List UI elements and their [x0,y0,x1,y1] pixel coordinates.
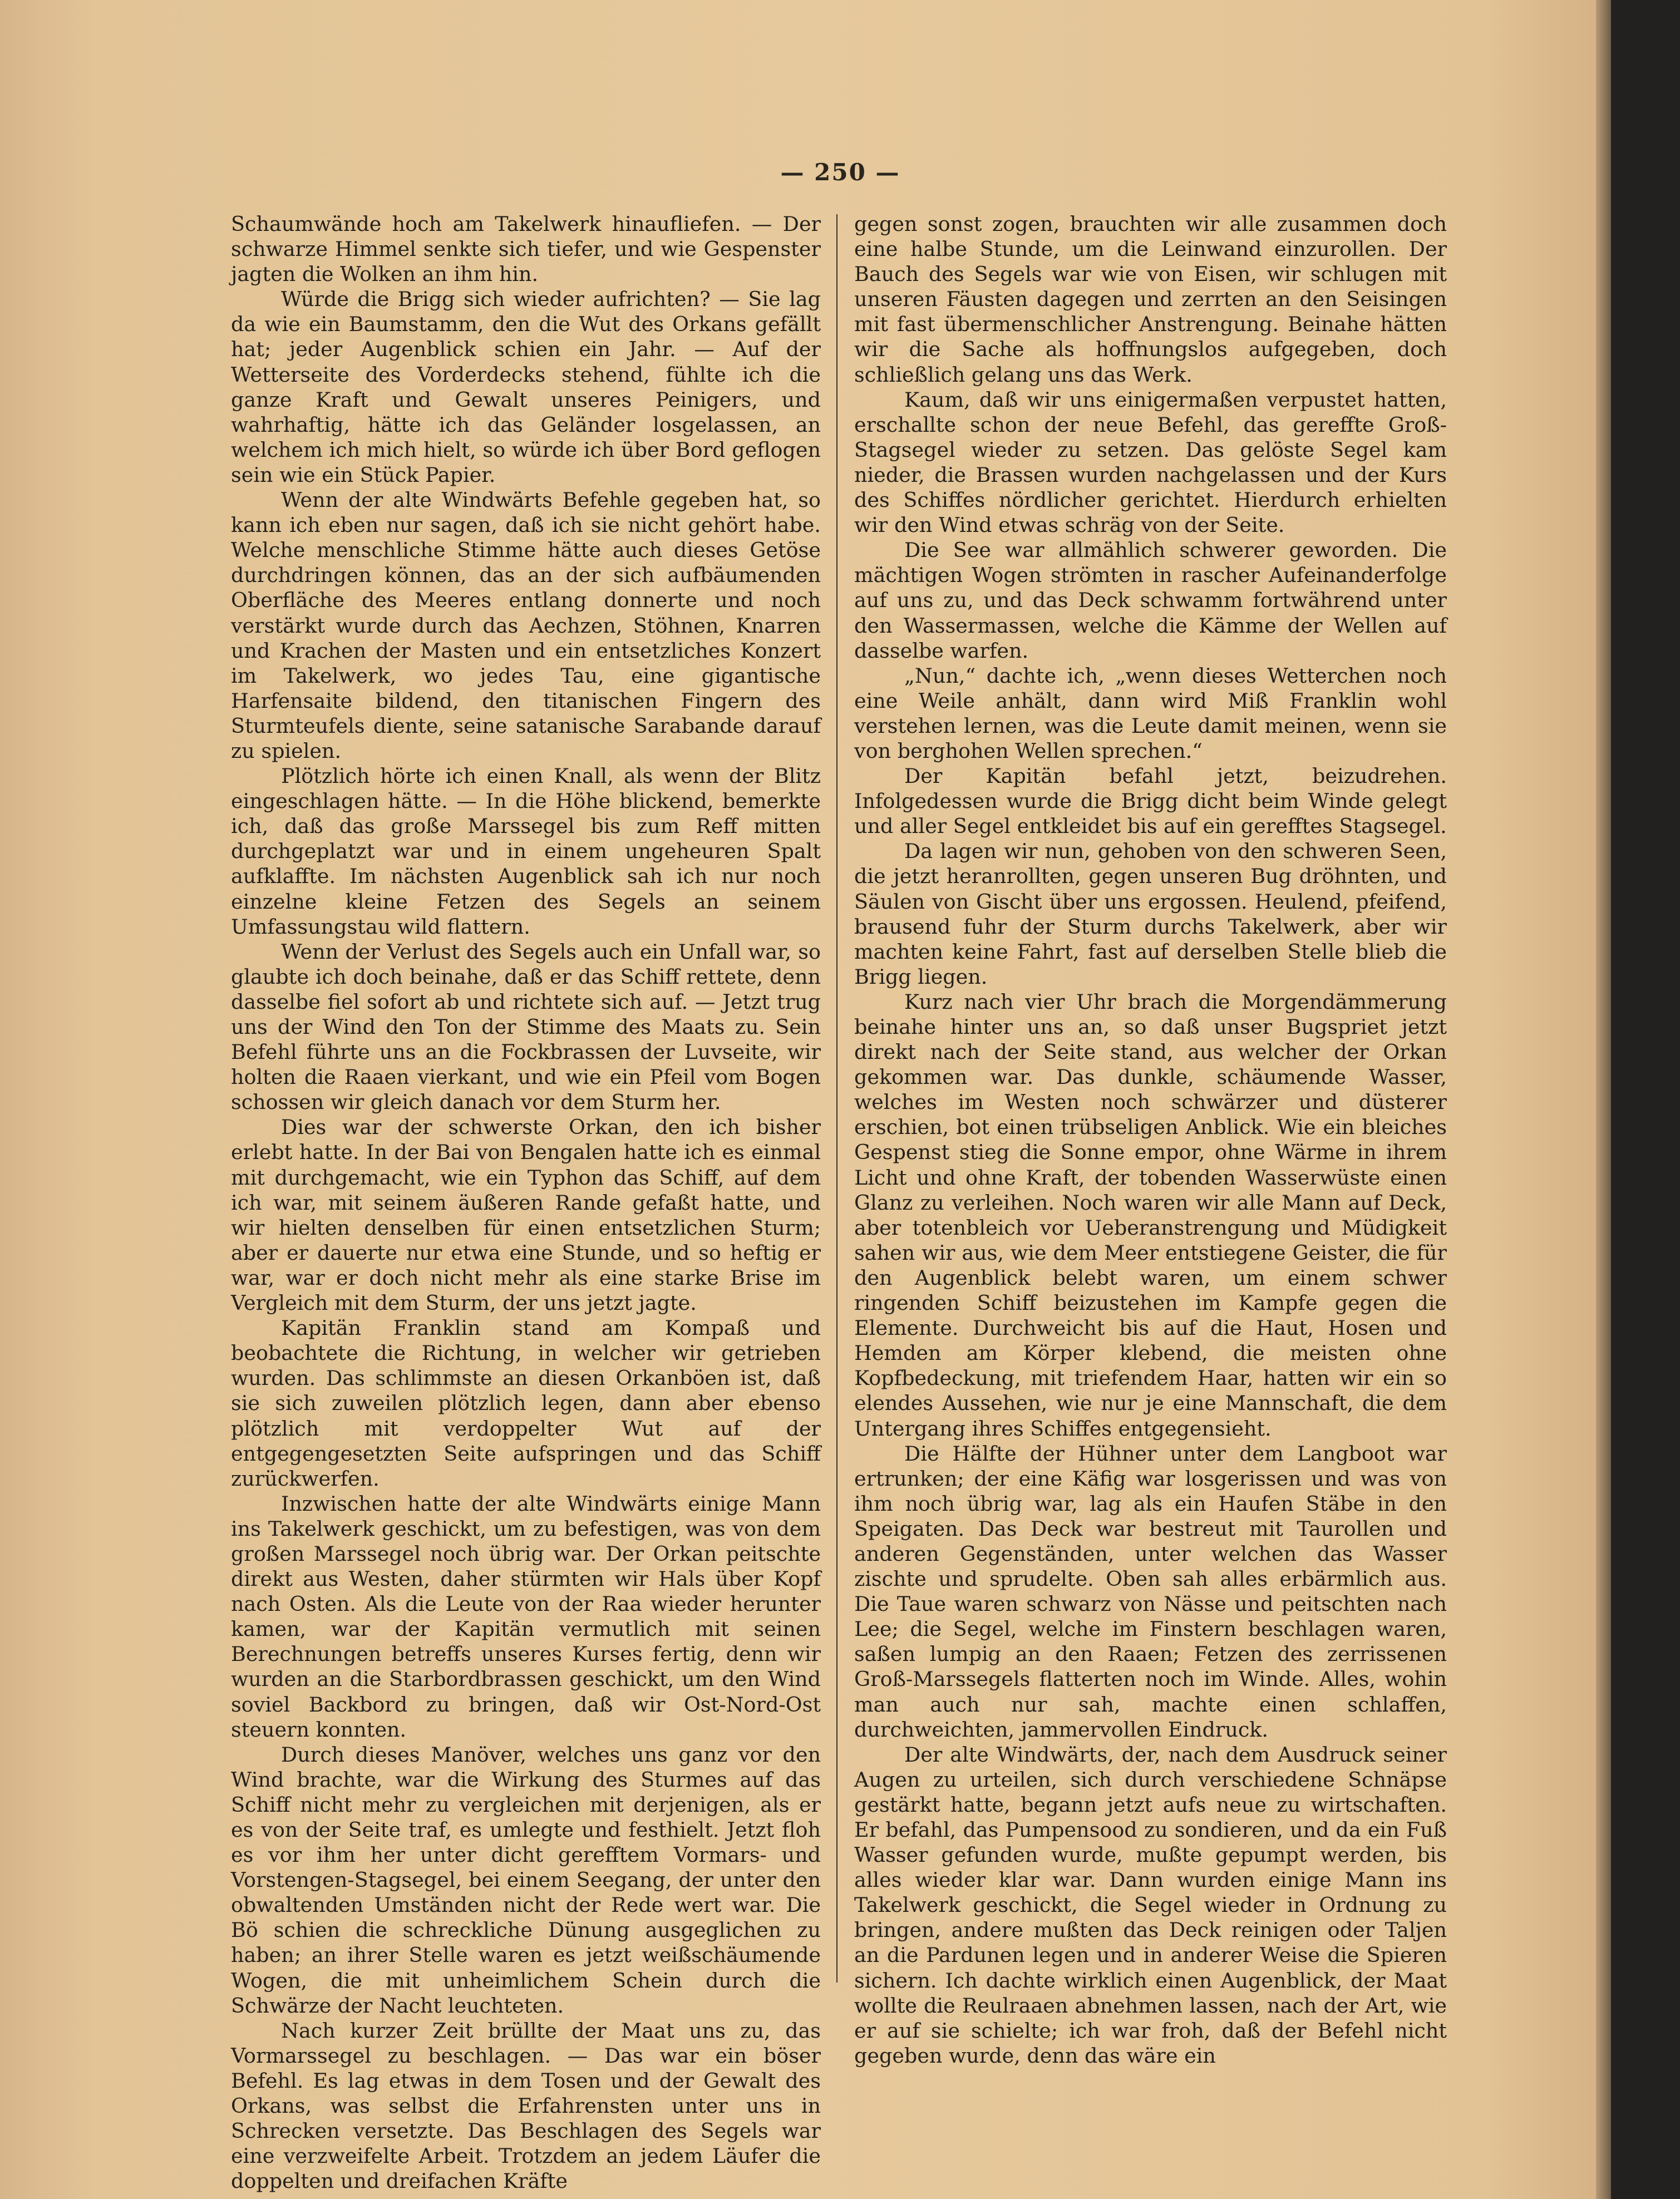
paragraph: Da lagen wir nun, gehoben von den schweren Seen, die jetzt heranrollten, gegen unseren Bug dröhnten, und Säulen von Gischt über uns ergossen. Heulend, pfeifend, brausend fuhr der Sturm durchs Takelwerk, aber wir machten keine Fahrt, fast auf derselben Stelle blieb die Brigg liegen. [854,839,1447,989]
paragraph: Nach kurzer Zeit brüllte der Maat uns zu, das Vormarssegel zu beschlagen. — Das war ein böser Befehl. Es lag etwas in dem Tosen und der Gewalt des Orkans, was selbst die Erfahrensten unter uns in Schrecken versetzte. Das Beschlagen des Segels war eine verzweifelte Arbeit. Trotzdem an jedem Läufer die doppelten und dreifachen Kräfte [231,2018,821,2193]
paragraph: Kapitän Franklin stand am Kompaß und beobachtete die Richtung, in welcher wir getrieben wurden. Das schlimmste an diesen Orkanböen ist, daß sie sich zuweilen plötzlich legen, dann aber ebenso plötzlich mit verdoppelter Wut auf der entgegengesetzten Seite aufspringen und das Schiff zurückwerfen. [231,1316,821,1491]
paragraph: Schaumwände hoch am Takelwerk hinaufliefen. — Der schwarze Himmel senkte sich tiefer, und wie Gespenster jagten die Wolken an ihm hin. [231,212,821,287]
right-text-column [854,211,1447,2068]
paragraph: Wenn der alte Windwärts Befehle gegeben hat, so kann ich eben nur sagen, daß ich sie nicht gehört habe. Welche menschliche Stimme hätte auch dieses Getöse durchdringen können, das an der sich aufbäumenden Oberfläche des Meeres entlang donnerte und noch verstärkt wurde durch das Aechzen, Stöhnen, Knarren und Krachen der Masten und ein entsetzliches Konzert im Takelwerk, wo jedes Tau, eine gigantische Harfensaite bildend, den titanischen Fingern des Sturmteufels diente, seine satanische Sarabande darauf zu spielen. [231,488,821,763]
paragraph: Die See war allmählich schwerer geworden. Die mächtigen Wogen strömten in rascher Aufeinanderfolge auf uns zu, und das Deck schwamm fortwährend unter den Wassermassen, welche die Kämme der Wellen auf dasselbe warfen. [854,538,1447,663]
paragraph: Wenn der Verlust des Segels auch ein Unfall war, so glaubte ich doch beinahe, daß er das Schiff rettete, denn dasselbe fiel sofort ab und richtete sich auf. — Jetzt trug uns der Wind den Ton der Stimme des Maats zu. Sein Befehl führte uns an die Fockbrassen der Luvseite, wir holten die Raaen vierkant, und wie ein Pfeil vom Bogen schossen wir gleich danach vor dem Sturm her. [231,939,821,1115]
paragraph: Die Hälfte der Hühner unter dem Langboot war ertrunken; der eine Käfig war losgerissen und was von ihm noch übrig war, lag als ein Haufen Stäbe in den Speigaten. Das Deck war bestreut mit Taurollen und anderen Gegenständen, unter welchen das Wasser zischte und sprudelte. Oben sah alles erbärmlich aus. Die Taue waren schwarz von Nässe und peitschten nach Lee; die Segel, welche im Finstern beschlagen waren, saßen lumpig an den Raaen; Fetzen des zerrissenen Groß-Marssegels flatterten noch im Winde. Alles, wohin man auch nur sah, machte einen schlaffen, durchweichten, jammervollen Eindruck. [854,1441,1447,1742]
paragraph: Durch dieses Manöver, welches uns ganz vor den Wind brachte, war die Wirkung des Sturmes auf das Schiff nicht mehr zu vergleichen mit derjenigen, als er es von der Seite traf, es umlegte und festhielt. Jetzt floh es vor ihm her unter dicht gerefftem Vormars- und Vorstengen-Stagsegel, bei einem Seegang, der unter den obwaltenden Umständen nicht der Rede wert war. Die Bö schien die schreckliche Dünung ausgeglichen zu haben; an ihrer Stelle waren es jetzt weißschäumende Wogen, die mit unheimlichem Schein durch die Schwärze der Nacht leuchteten. [231,1742,821,2018]
paragraph: Dies war der schwerste Orkan, den ich bisher erlebt hatte. In der Bai von Bengalen hatte ich es einmal mit durchgemacht, wie ein Typhon das Schiff, auf dem ich war, mit seinem äußeren Rande gefaßt hatte, und wir hielten denselben für einen entsetzlichen Sturm; aber er dauerte nur etwa eine Stunde, und so heftig er war, war er doch nicht mehr als eine starke Brise im Vergleich mit dem Sturm, der uns jetzt jagte. [231,1115,821,1315]
paragraph: gegen sonst zogen, brauchten wir alle zusammen doch eine halbe Stunde, um die Leinwand einzurollen. Der Bauch des Segels war wie von Eisen, wir schlugen mit unseren Fäusten dagegen und zerrten an den Seisingen mit fast übermenschlicher Anstrengung. Beinahe hätten wir die Sache als hoffnungslos aufgegeben, doch schließlich gelang uns das Werk. [854,212,1447,387]
paragraph: Inzwischen hatte der alte Windwärts einige Mann ins Takelwerk geschickt, um zu befestigen, was von dem großen Marssegel noch übrig war. Der Orkan peitschte direkt aus Westen, daher stürmten wir Hals über Kopf nach Osten. Als die Leute von der Raa wieder herunter kamen, war der Kapitän vermutlich mit seinen Berechnungen betreffs unseres Kurses fertig, denn wir wurden an die Starbordbrassen geschickt, um den Wind soviel Backbord zu bringen, daß wir Ost-Nord-Ost steuern konnten. [231,1491,821,1742]
left-text-column [231,211,821,2193]
paragraph: „Nun,“ dachte ich, „wenn dieses Wetterchen noch eine Weile anhält, dann wird Miß Franklin wohl verstehen lernen, was die Leute damit meinen, wenn sie von berghohen Wellen sprechen.“ [854,663,1447,763]
paragraph: Plötzlich hörte ich einen Knall, als wenn der Blitz eingeschlagen hätte. — In die Höhe blickend, bemerkte ich, daß das große Marssegel bis zum Reff mitten durchgeplatzt war und in einem ungeheuren Spalt aufklaffte. Im nächsten Augenblick sah ich nur noch einzelne kleine Fetzen des Segels an seinem Umfassungstau wild flattern. [231,764,821,939]
paragraph: Würde die Brigg sich wieder aufrichten? — Sie lag da wie ein Baumstamm, den die Wut des Orkans gefällt hat; jeder Augenblick schien ein Jahr. — Auf der Wetterseite des Vorderdecks stehend, fühlte ich die ganze Kraft und Gewalt unseres Peinigers, und wahrhaftig, hätte ich das Geländer losgelassen, an welchem ich mich hielt, so würde ich über Bord geflogen sein wie ein Stück Papier. [231,287,821,487]
page-number: — 250 — [780,159,900,186]
paragraph: Kurz nach vier Uhr brach die Morgendämmerung beinahe hinter uns an, so daß unser Bugspriet jetzt direkt nach der Seite stand, aus welcher der Orkan gekommen war. Das dunkle, schäumende Wasser, welches im Westen noch schwärzer und düsterer erschien, bot einen trübseligen Anblick. Wie ein bleiches Gespenst stieg die Sonne empor, ohne Wärme in ihrem Licht und ohne Kraft, der tobenden Wasserwüste einen Glanz zu verleihen. Noch waren wir alle Mann auf Deck, aber totenbleich vor Ueberanstrengung und Müdigkeit sahen wir aus, wie dem Meer entstiegene Geister, die für den Augenblick belebt waren, um einem schwer ringenden Schiff beizustehen im Kampfe gegen die Elemente. Durchweicht bis auf die Haut, Hosen und Hemden am Körper klebend, die meisten ohne Kopfbedeckung, mit triefendem Haar, hatten wir ein so elendes Aussehen, wie nur je eine Mannschaft, die dem Untergang ihres Schiffes entgegensieht. [854,989,1447,1441]
paragraph: Der alte Windwärts, der, nach dem Ausdruck seiner Augen zu urteilen, sich durch verschiedene Schnäpse gestärkt hatte, begann jetzt aufs neue zu wirtschaften. Er befahl, das Pumpensood zu sondieren, und da ein Fuß Wasser gefunden wurde, mußte gepumpt werden, bis alles wieder klar war. Dann wurden einige Mann ins Takelwerk geschickt, die Segel wieder in Ordnung zu bringen, andere mußten das Deck reinigen oder Taljen an die Pardunen legen und in anderer Weise die Spieren sichern. Ich dachte wirklich einen Augenblick, der Maat wollte die Reulraaen abnehmen lassen, nach der Art, wie er auf sie schielte; ich war froh, daß der Befehl nicht gegeben wurde, denn das wäre ein [854,1742,1447,2068]
page-edge-shadow [1596,0,1611,2199]
paragraph: Der Kapitän befahl jetzt, beizudrehen. Infolgedessen wurde die Brigg dicht beim Winde gelegt und aller Segel entkleidet bis auf ein gerefftes Stagsegel. [854,764,1447,839]
paragraph: Kaum, daß wir uns einigermaßen verpustet hatten, erschallte schon der neue Befehl, das gereffte Groß-Stagsegel wieder zu setzen. Das gelöste Segel kam nieder, die Brassen wurden nachgelassen und der Kurs des Schiffes nördlicher gerichtet. Hierdurch erhielten wir den Wind etwas schräg von der Seite. [854,387,1447,538]
column-divider [836,214,837,1983]
scanner-margin [1611,0,1680,2199]
